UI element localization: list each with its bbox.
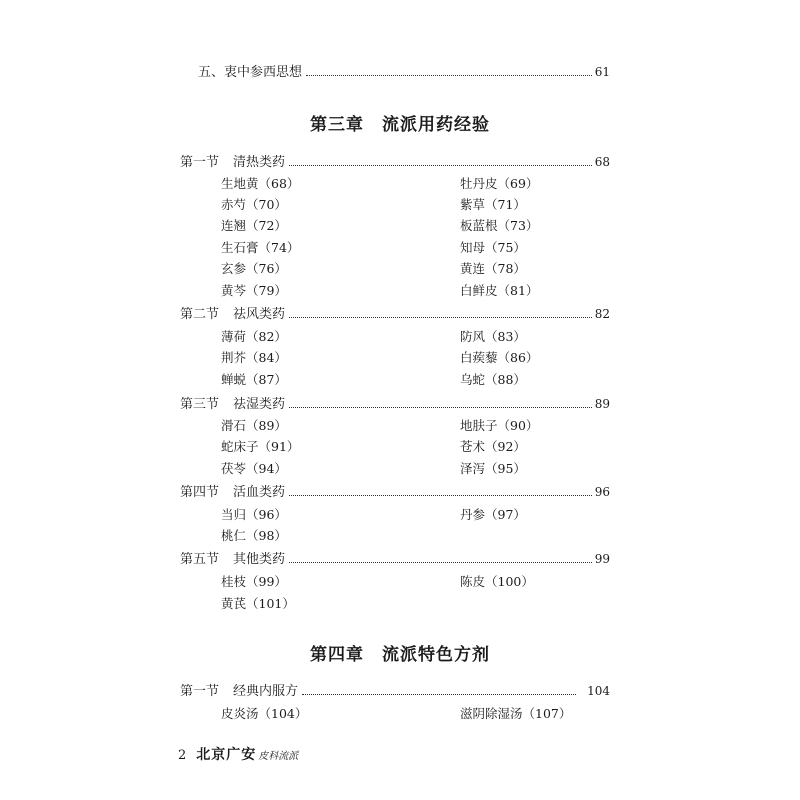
section-number: 第四节 <box>180 485 220 500</box>
herb-entry[interactable]: 蛇床子（91） <box>221 439 300 454</box>
section-title: 经典内服方 <box>233 684 299 699</box>
herb-entry[interactable]: 知母（75） <box>460 240 526 255</box>
section-number: 第五节 <box>180 552 220 567</box>
section-title: 活血类药 <box>233 485 286 500</box>
herb-entry[interactable]: 薄荷（82） <box>221 329 287 344</box>
chapter-number: 第四章 <box>310 645 364 665</box>
leader-dots <box>289 494 592 496</box>
toc-entry-top[interactable] <box>198 64 610 81</box>
page-footer <box>178 744 298 764</box>
section-number: 第一节 <box>180 155 220 170</box>
section-title: 其他类药 <box>233 552 286 567</box>
herb-entry[interactable]: 苍术（92） <box>460 439 526 454</box>
herb-entry[interactable]: 桂枝（99） <box>221 574 287 589</box>
leader-dots <box>302 693 576 695</box>
toc-section[interactable] <box>180 396 610 413</box>
toc-section[interactable] <box>180 484 610 501</box>
footer-series-subtitle: 皮科流派 <box>258 751 299 762</box>
leader-dots <box>306 74 592 76</box>
herb-entry[interactable]: 荆芥（84） <box>221 350 287 365</box>
leader-dots <box>289 164 592 166</box>
footer-series-title: 北京广安 <box>196 747 257 763</box>
herb-entry[interactable]: 滋阴除湿汤（107） <box>460 706 572 721</box>
herb-entry[interactable]: 当归（96） <box>221 507 287 522</box>
section-page: 96 <box>594 485 610 499</box>
section-page: 99 <box>594 552 610 566</box>
leader-dots <box>289 561 592 563</box>
section-page: 82 <box>594 307 610 321</box>
chapter-number: 第三章 <box>310 115 364 135</box>
section-number: 第二节 <box>180 307 220 322</box>
herb-entry[interactable]: 板蓝根（73） <box>460 218 539 233</box>
leader-dots <box>289 406 592 408</box>
toc-section[interactable] <box>180 154 610 171</box>
entry-page: 61 <box>594 65 610 79</box>
entry-title: 五、衷中参西思想 <box>198 65 303 80</box>
section-page: 89 <box>594 397 610 411</box>
herb-entry[interactable]: 乌蛇（88） <box>460 372 526 387</box>
section-title: 祛风类药 <box>233 307 286 322</box>
herb-entry[interactable]: 生石膏（74） <box>221 240 300 255</box>
herb-entry[interactable]: 陈皮（100） <box>460 574 534 589</box>
chapter-heading <box>0 640 800 665</box>
herb-entry[interactable]: 茯苓（94） <box>221 461 287 476</box>
herb-entry[interactable]: 黄芩（79） <box>221 283 287 298</box>
section-number: 第一节 <box>180 684 220 699</box>
herb-entry[interactable]: 白鲜皮（81） <box>460 283 539 298</box>
herb-entry[interactable]: 黄连（78） <box>460 261 526 276</box>
herb-entry[interactable]: 滑石（89） <box>221 418 287 433</box>
herb-entry[interactable]: 赤芍（70） <box>221 197 287 212</box>
herb-entry[interactable]: 泽泻（95） <box>460 461 526 476</box>
herb-entry[interactable]: 连翘（72） <box>221 218 287 233</box>
section-number: 第三节 <box>180 397 220 412</box>
herb-entry[interactable]: 地肤子（90） <box>460 418 539 433</box>
herb-entry[interactable]: 玄参（76） <box>221 261 287 276</box>
herb-entry[interactable]: 桃仁（98） <box>221 528 287 543</box>
chapter-title: 流派特色方剂 <box>382 645 490 665</box>
herb-entry[interactable]: 白蒺藜（86） <box>460 350 539 365</box>
section-title: 祛湿类药 <box>233 397 286 412</box>
leader-dots <box>289 316 592 318</box>
herb-entry[interactable]: 蝉蜕（87） <box>221 372 287 387</box>
chapter-heading <box>0 110 800 135</box>
herb-entry[interactable]: 皮炎汤（104） <box>221 706 308 721</box>
section-page: 68 <box>594 155 610 169</box>
herb-entry[interactable]: 牡丹皮（69） <box>460 176 539 191</box>
footer-page-number: 2 <box>178 748 187 763</box>
herb-entry[interactable]: 防风（83） <box>460 329 526 344</box>
herb-entry[interactable]: 丹参（97） <box>460 507 526 522</box>
herb-entry[interactable]: 黄芪（101） <box>221 596 295 611</box>
chapter-title: 流派用药经验 <box>382 115 490 135</box>
herb-entry[interactable]: 生地黄（68） <box>221 176 300 191</box>
toc-section[interactable] <box>180 551 610 568</box>
herb-entry[interactable]: 紫草（71） <box>460 197 526 212</box>
section-page: 104 <box>587 684 610 698</box>
section-title: 清热类药 <box>233 155 286 170</box>
toc-section[interactable] <box>180 306 610 323</box>
toc-section[interactable] <box>180 683 610 700</box>
